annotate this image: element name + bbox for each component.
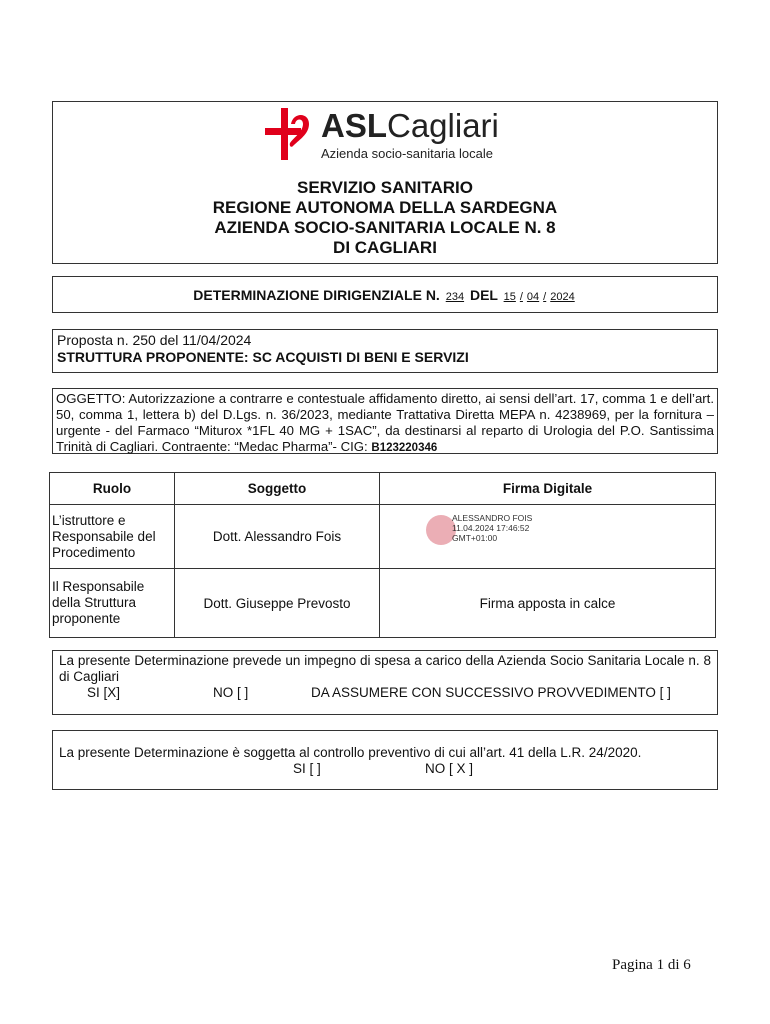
table-header-row bbox=[50, 473, 716, 505]
determinazione-label: DETERMINAZIONE DIRIGENZIALE N. bbox=[193, 287, 440, 303]
date-day: 15 bbox=[503, 291, 516, 303]
soggetto-cell: Dott. Alessandro Fois bbox=[175, 505, 380, 569]
header-line: DI CAGLIARI bbox=[333, 238, 437, 257]
signature-table bbox=[49, 472, 716, 638]
header-firma: Firma Digitale bbox=[380, 473, 716, 505]
date-month: 04 bbox=[526, 291, 540, 303]
firma-cell: Firma apposta in calce bbox=[380, 569, 716, 638]
determinazione-box bbox=[52, 276, 718, 313]
oggetto-text: OGGETTO: Autorizzazione a contrarre e contestuale affidamento diretto, ai sensi dell’art. 17, comma 1 e dell’art. 50, comma 1, lettera b) del D.Lgs. n. 36/2023, mediante Trattativa Diretta MEPA n. 4238969, per la fornitura – urgente - del Farmaco “Miturox *1FL 40 MG + 1SAC”, da destinarsi al reparto di Urologia del P.O. Santissima Trinità di Cagliari. Contraente: “Medac Pharma”- CIG: bbox=[56, 391, 714, 454]
header-line: SERVIZIO SANITARIO bbox=[296, 178, 473, 197]
ruolo-cell: Il Responsabile della Struttura proponente bbox=[50, 569, 175, 638]
date-year: 2024 bbox=[550, 291, 575, 303]
firma-cell bbox=[380, 505, 716, 569]
controllo-text: La presente Determinazione è soggetta al controllo preventivo di cui all’art. 41 della L.R. 24/2020. bbox=[59, 745, 642, 760]
table-row bbox=[50, 505, 716, 569]
signature-text: ALESSANDRO FOIS 11.04.2024 17:46:52 GMT+01:00 bbox=[452, 513, 533, 544]
ruolo-cell: L’istruttore e Responsabile del Procedimento bbox=[50, 505, 175, 569]
digital-signature-stamp[interactable] bbox=[426, 513, 536, 553]
header-line: REGIONE AUTONOMA DELLA SARDEGNA bbox=[212, 198, 558, 217]
determinazione-number: 234 bbox=[445, 291, 465, 303]
header-line: AZIENDA SOCIO-SANITARIA LOCALE N. 8 bbox=[214, 218, 556, 237]
asl-logo bbox=[263, 106, 523, 166]
proposta-line: Proposta n. 250 del 11/04/2024 bbox=[57, 332, 252, 348]
table-row bbox=[50, 569, 716, 638]
logo-subtitle: Azienda socio-sanitaria locale bbox=[321, 146, 493, 161]
logo-wordmark: ASLCagliari bbox=[321, 107, 499, 144]
struttura-proponente: STRUTTURA PROPONENTE: SC ACQUISTI DI BENI E SERVIZI bbox=[57, 349, 469, 365]
impegno-text: La presente Determinazione prevede un impegno di spesa a carico della Azienda Socio Sanitaria Locale n. 8 di Cagliari bbox=[59, 653, 711, 684]
document-header bbox=[52, 101, 718, 264]
impegno-options bbox=[53, 685, 717, 701]
header-ruolo: Ruolo bbox=[50, 473, 175, 505]
header-soggetto: Soggetto bbox=[175, 473, 380, 505]
asl-cross-heart-icon bbox=[263, 106, 319, 162]
impegno-si: SI [X] bbox=[87, 685, 121, 700]
cig-code: B123220346 bbox=[371, 442, 438, 454]
page-number: Pagina 1 di 6 bbox=[612, 957, 691, 973]
impegno-box bbox=[52, 650, 718, 715]
impegno-da-assumere: DA ASSUMERE CON SUCCESSIVO PROVVEDIMENTO [ ] bbox=[311, 685, 671, 700]
controllo-si: SI [ ] bbox=[293, 761, 321, 776]
controllo-box bbox=[52, 730, 718, 790]
oggetto-box bbox=[52, 388, 718, 454]
impegno-no: NO [ ] bbox=[213, 685, 249, 700]
header-title bbox=[53, 178, 717, 258]
soggetto-cell: Dott. Giuseppe Prevosto bbox=[175, 569, 380, 638]
determinazione-line: DETERMINAZIONE DIRIGENZIALE N. 234 DEL 15 / 04 / 2024 bbox=[193, 287, 575, 303]
del-label: DEL bbox=[469, 287, 498, 303]
proposta-box bbox=[52, 329, 718, 373]
controllo-no: NO [ X ] bbox=[425, 761, 474, 776]
